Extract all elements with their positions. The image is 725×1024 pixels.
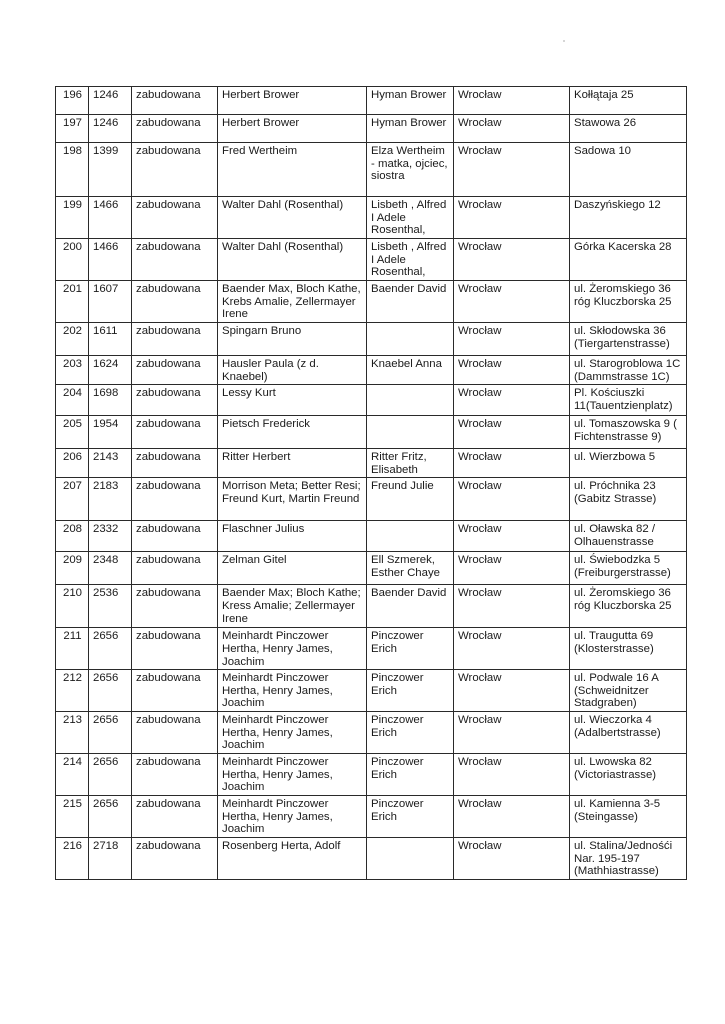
status-cell: zabudowana (132, 628, 218, 670)
city-cell: Wrocław (454, 385, 570, 416)
status-cell: zabudowana (132, 356, 218, 385)
owner-cell: Baender Max, Bloch Kathe, Krebs Amalie, Zellermayer Irene (218, 281, 367, 323)
owner-cell: Baender Max; Bloch Kathe; Kress Amalie; Zellermayer Irene (218, 585, 367, 628)
parcel-number: 2348 (89, 552, 132, 585)
heir-cell: Baender David (367, 281, 454, 323)
owner-cell: Spingarn Bruno (218, 323, 367, 356)
status-cell: zabudowana (132, 416, 218, 449)
owner-cell: Zelman Gitel (218, 552, 367, 585)
parcel-number: 2656 (89, 670, 132, 712)
owner-cell: Meinhardt Pinczower Hertha, Henry James, Joachim (218, 712, 367, 754)
heir-cell: Freund Julie (367, 478, 454, 521)
status-cell: zabudowana (132, 753, 218, 795)
row-number: 216 (56, 837, 89, 879)
status-cell: zabudowana (132, 670, 218, 712)
owner-cell: Walter Dahl (Rosenthal) (218, 239, 367, 281)
table-row (56, 753, 687, 795)
owner-cell: Lessy Kurt (218, 385, 367, 416)
parcel-number: 1607 (89, 281, 132, 323)
address-cell: ul. Wieczorka 4 (Adalbertstrasse) (570, 712, 687, 754)
records-table (55, 86, 687, 880)
status-cell: zabudowana (132, 712, 218, 754)
heir-cell (367, 521, 454, 552)
address-cell: ul. Starogroblowa 1C (Dammstrasse 1C) (570, 356, 687, 385)
table-row (56, 416, 687, 449)
heir-cell: Pinczower Erich (367, 753, 454, 795)
row-number: 199 (56, 197, 89, 239)
owner-cell: Meinhardt Pinczower Hertha, Henry James, Joachim (218, 753, 367, 795)
row-number: 209 (56, 552, 89, 585)
status-cell: zabudowana (132, 239, 218, 281)
row-number: 198 (56, 143, 89, 197)
city-cell: Wrocław (454, 416, 570, 449)
status-cell: zabudowana (132, 281, 218, 323)
heir-cell (367, 837, 454, 879)
table-row (56, 281, 687, 323)
address-cell: ul. Traugutta 69 (Klosterstrasse) (570, 628, 687, 670)
table-row (56, 628, 687, 670)
city-cell: Wrocław (454, 143, 570, 197)
parcel-number: 1624 (89, 356, 132, 385)
table-row (56, 478, 687, 521)
city-cell: Wrocław (454, 449, 570, 478)
owner-cell: Herbert Brower (218, 115, 367, 143)
table-row (56, 795, 687, 837)
status-cell: zabudowana (132, 197, 218, 239)
table-row (56, 356, 687, 385)
owner-cell: Hausler Paula (z d. Knaebel) (218, 356, 367, 385)
heir-cell: Hyman Brower (367, 87, 454, 115)
table-row (56, 385, 687, 416)
row-number: 206 (56, 449, 89, 478)
heir-cell: Lisbeth , Alfred I Adele Rosenthal, (367, 197, 454, 239)
row-number: 215 (56, 795, 89, 837)
row-number: 207 (56, 478, 89, 521)
row-number: 205 (56, 416, 89, 449)
address-cell: ul. Żeromskiego 36 róg Kluczborska 25 (570, 585, 687, 628)
city-cell: Wrocław (454, 585, 570, 628)
owner-cell: Meinhardt Pinczower Hertha, Henry James, Joachim (218, 628, 367, 670)
city-cell: Wrocław (454, 239, 570, 281)
table-row (56, 837, 687, 879)
status-cell: zabudowana (132, 585, 218, 628)
row-number: 202 (56, 323, 89, 356)
parcel-number: 2656 (89, 753, 132, 795)
heir-cell: Ell Szmerek, Esther Chaye (367, 552, 454, 585)
status-cell: zabudowana (132, 478, 218, 521)
status-cell: zabudowana (132, 795, 218, 837)
heir-cell: Pinczower Erich (367, 670, 454, 712)
table-row (56, 521, 687, 552)
heir-cell (367, 385, 454, 416)
parcel-number: 1698 (89, 385, 132, 416)
status-cell: zabudowana (132, 837, 218, 879)
parcel-number: 2183 (89, 478, 132, 521)
row-number: 197 (56, 115, 89, 143)
heir-cell (367, 416, 454, 449)
city-cell: Wrocław (454, 837, 570, 879)
owner-cell: Flaschner Julius (218, 521, 367, 552)
address-cell: ul. Podwale 16 A (Schweidnitzer Stadgraben) (570, 670, 687, 712)
heir-cell: Pinczower Erich (367, 628, 454, 670)
table-row (56, 552, 687, 585)
status-cell: zabudowana (132, 449, 218, 478)
status-cell: zabudowana (132, 385, 218, 416)
row-number: 211 (56, 628, 89, 670)
row-number: 208 (56, 521, 89, 552)
city-cell: Wrocław (454, 87, 570, 115)
parcel-number: 2656 (89, 712, 132, 754)
owner-cell: Morrison Meta; Better Resi; Freund Kurt, Martin Freund (218, 478, 367, 521)
status-cell: zabudowana (132, 521, 218, 552)
heir-cell: Elza Wertheim - matka, ojciec, siostra (367, 143, 454, 197)
parcel-number: 2332 (89, 521, 132, 552)
row-number: 204 (56, 385, 89, 416)
row-number: 196 (56, 87, 89, 115)
heir-cell: Pinczower Erich (367, 795, 454, 837)
status-cell: zabudowana (132, 87, 218, 115)
parcel-number: 2718 (89, 837, 132, 879)
parcel-number: 1399 (89, 143, 132, 197)
owner-cell: Walter Dahl (Rosenthal) (218, 197, 367, 239)
scan-speck (563, 40, 565, 42)
city-cell: Wrocław (454, 670, 570, 712)
city-cell: Wrocław (454, 197, 570, 239)
row-number: 212 (56, 670, 89, 712)
row-number: 214 (56, 753, 89, 795)
address-cell: ul. Wierzbowa 5 (570, 449, 687, 478)
city-cell: Wrocław (454, 356, 570, 385)
row-number: 201 (56, 281, 89, 323)
table-row (56, 449, 687, 478)
table-row (56, 87, 687, 115)
table-row (56, 323, 687, 356)
row-number: 213 (56, 712, 89, 754)
address-cell: Kołłątaja 25 (570, 87, 687, 115)
status-cell: zabudowana (132, 143, 218, 197)
owner-cell: Rosenberg Herta, Adolf (218, 837, 367, 879)
table-row (56, 712, 687, 754)
parcel-number: 2536 (89, 585, 132, 628)
parcel-number: 1466 (89, 197, 132, 239)
table-row (56, 670, 687, 712)
heir-cell: Knaebel Anna (367, 356, 454, 385)
owner-cell: Fred Wertheim (218, 143, 367, 197)
city-cell: Wrocław (454, 628, 570, 670)
status-cell: zabudowana (132, 552, 218, 585)
address-cell: Pl. Kościuszki 11(Tauentzienplatz) (570, 385, 687, 416)
table-row (56, 197, 687, 239)
parcel-number: 1466 (89, 239, 132, 281)
address-cell: ul. Żeromskiego 36 róg Kluczborska 25 (570, 281, 687, 323)
parcel-number: 1246 (89, 87, 132, 115)
address-cell: ul. Oławska 82 / Olhauenstrasse (570, 521, 687, 552)
city-cell: Wrocław (454, 478, 570, 521)
heir-cell: Lisbeth , Alfred I Adele Rosenthal, (367, 239, 454, 281)
city-cell: Wrocław (454, 712, 570, 754)
city-cell: Wrocław (454, 323, 570, 356)
city-cell: Wrocław (454, 753, 570, 795)
address-cell: ul. Kamienna 3-5 (Steingasse) (570, 795, 687, 837)
table-row (56, 239, 687, 281)
address-cell: Sadowa 10 (570, 143, 687, 197)
heir-cell (367, 323, 454, 356)
parcel-number: 2656 (89, 795, 132, 837)
parcel-number: 2656 (89, 628, 132, 670)
heir-cell: Pinczower Erich (367, 712, 454, 754)
address-cell: ul. Tomaszowska 9 ( Fichtenstrasse 9) (570, 416, 687, 449)
records-body (56, 87, 687, 880)
address-cell: ul. Skłodowska 36 (Tiergartenstrasse) (570, 323, 687, 356)
address-cell: Daszyńskiego 12 (570, 197, 687, 239)
heir-cell: Ritter Fritz, Elisabeth (367, 449, 454, 478)
parcel-number: 1246 (89, 115, 132, 143)
table-row (56, 585, 687, 628)
city-cell: Wrocław (454, 115, 570, 143)
owner-cell: Herbert Brower (218, 87, 367, 115)
address-cell: ul. Świebodzka 5 (Freiburgerstrasse) (570, 552, 687, 585)
address-cell: Stawowa 26 (570, 115, 687, 143)
address-cell: Górka Kacerska 28 (570, 239, 687, 281)
row-number: 210 (56, 585, 89, 628)
heir-cell: Hyman Brower (367, 115, 454, 143)
table-row (56, 115, 687, 143)
parcel-number: 2143 (89, 449, 132, 478)
city-cell: Wrocław (454, 795, 570, 837)
row-number: 203 (56, 356, 89, 385)
parcel-number: 1611 (89, 323, 132, 356)
owner-cell: Ritter Herbert (218, 449, 367, 478)
heir-cell: Baender David (367, 585, 454, 628)
city-cell: Wrocław (454, 281, 570, 323)
address-cell: ul. Lwowska 82 (Victoriastrasse) (570, 753, 687, 795)
parcel-number: 1954 (89, 416, 132, 449)
owner-cell: Pietsch Frederick (218, 416, 367, 449)
status-cell: zabudowana (132, 323, 218, 356)
status-cell: zabudowana (132, 115, 218, 143)
city-cell: Wrocław (454, 521, 570, 552)
row-number: 200 (56, 239, 89, 281)
city-cell: Wrocław (454, 552, 570, 585)
address-cell: ul. Próchnika 23 (Gabitz Strasse) (570, 478, 687, 521)
owner-cell: Meinhardt Pinczower Hertha, Henry James, Joachim (218, 670, 367, 712)
owner-cell: Meinhardt Pinczower Hertha, Henry James, Joachim (218, 795, 367, 837)
address-cell: ul. Stalina/Jednośći Nar. 195-197 (Mathhiastrasse) (570, 837, 687, 879)
table-row (56, 143, 687, 197)
